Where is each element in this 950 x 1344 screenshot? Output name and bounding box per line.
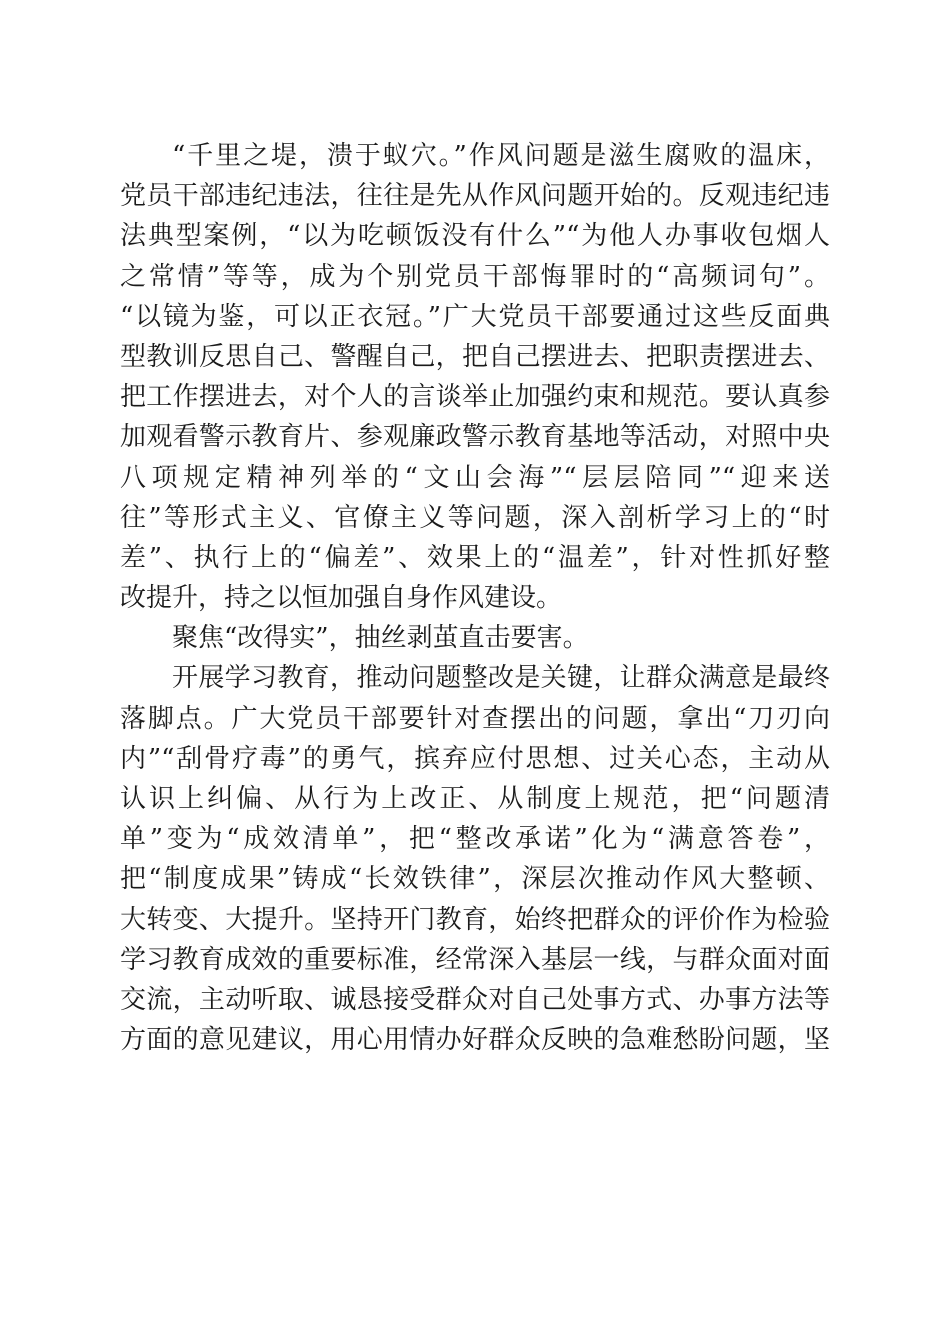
paragraph-line: 改提升，持之以恒加强自身作风建设。 (120, 583, 563, 614)
paragraph-line: 把工作摆进去，对个人的言谈举止加强约束和规范。要认真参 (120, 382, 830, 413)
paragraph-line: 把“制度成果”铸成“长效铁律”，深层次推动作风大整顿、 (120, 864, 830, 895)
paragraph-line: 内”“刮骨疗毒”的勇气，摈弃应付思想、过关心态，主动从 (120, 743, 830, 774)
body-text (120, 136, 830, 1060)
paragraph-line: 大转变、大提升。坚持开门教育，始终把群众的评价作为检验 (120, 904, 830, 935)
section-heading: 聚焦“改得实”，抽丝剥茧直击要害。 (172, 623, 589, 654)
paragraph-line: 认识上纠偏、从行为上改正、从制度上规范，把“问题清 (120, 784, 830, 814)
paragraph-line: 方面的意见建议，用心用情办好群众反映的急难愁盼问题，坚 (120, 1025, 830, 1056)
paragraph-line: 往”等形式主义、官僚主义等问题，深入剖析学习上的“时 (120, 502, 830, 533)
paragraph-line: 加观看警示教育片、参观廉政警示教育基地等活动，对照中央 (120, 422, 830, 453)
paragraph-line: 党员干部违纪违法，往往是先从作风问题开始的。反观违纪违 (120, 181, 830, 212)
paragraph-line: 法典型案例，“以为吃顿饭没有什么”“为他人办事收包烟人 (120, 221, 830, 252)
paragraph-line: 八项规定精神列举的“文山会海”“层层陪同”“迎来送 (120, 462, 830, 493)
paragraph-line: 单”变为“成效清单”，把“整改承诺”化为“满意答卷”， (120, 824, 830, 855)
paragraph-line: 型教训反思自己、警醒自己，把自己摆进去、把职责摆进去、 (120, 341, 830, 372)
paragraph-line: 开展学习教育，推动问题整改是关键，让群众满意是最终 (172, 663, 830, 694)
paragraph-line: “千里之堤，溃于蚁穴。”作风问题是滋生腐败的温床， (172, 141, 830, 171)
paragraph-line: 交流，主动听取、诚恳接受群众对自己处事方式、办事方法等 (120, 984, 830, 1015)
paragraph-line: 之常情”等等，成为个别党员干部悔罪时的“高频词句”。 (120, 261, 830, 292)
paragraph-line: “以镜为鉴，可以正衣冠。”广大党员干部要通过这些反面典 (120, 301, 830, 332)
paragraph-line: 落脚点。广大党员干部要针对查摆出的问题，拿出“刀刃向 (120, 703, 830, 734)
paragraph-line: 学习教育成效的重要标准，经常深入基层一线，与群众面对面 (120, 944, 830, 975)
paragraph-line: 差”、执行上的“偏差”、效果上的“温差”，针对性抓好整 (120, 542, 830, 573)
